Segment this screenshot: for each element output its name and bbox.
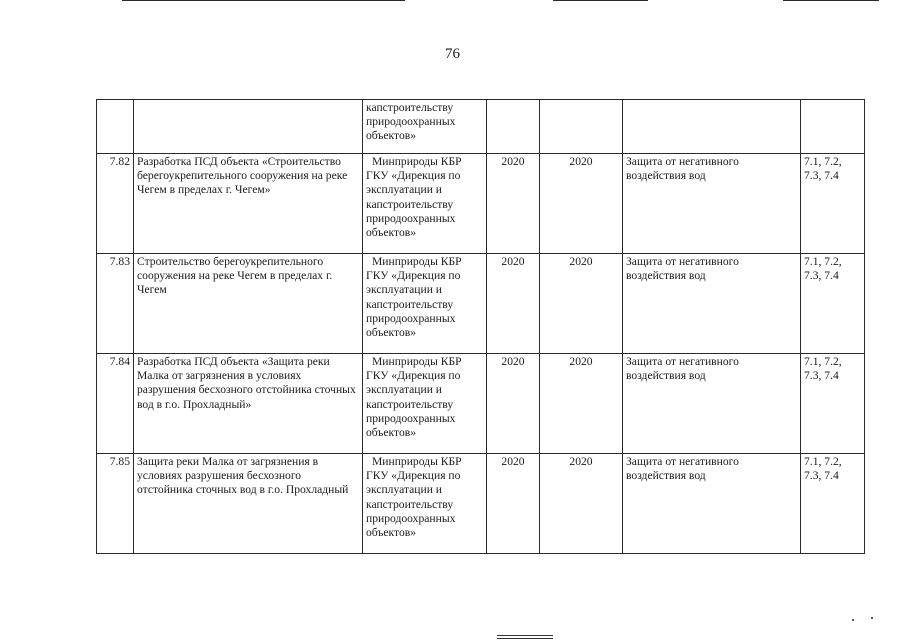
- cell-link: [801, 100, 865, 154]
- bottom-scan-mark: [497, 635, 553, 639]
- executor-agency: ГКУ «Дирекция по эксплуатации и капстроительству природоохранных объектов»: [366, 269, 461, 340]
- scan-speck: [871, 617, 873, 619]
- cell-result: Защита от негативного воздействия вод: [623, 254, 801, 354]
- executor-agency: ГКУ «Дирекция по эксплуатации и капстроительству природоохранных объектов»: [366, 169, 461, 240]
- cell-start: [487, 100, 540, 154]
- cell-num: 7.85: [97, 454, 134, 554]
- cell-name: Защита реки Малка от загрязнения в условиях разрушения бесхозного отстойника сточных вод в г.о. Прохладный: [134, 454, 363, 554]
- executor-agency: ГКУ «Дирекция по эксплуатации и капстроительству природоохранных объектов»: [366, 469, 461, 540]
- cell-link: 7.1, 7.2, 7.3, 7.4: [801, 154, 865, 254]
- cell-executor: [363, 454, 487, 554]
- executor-ministry: Минприроды КБР: [372, 455, 462, 468]
- cell-name: Разработка ПСД объекта «Строительство берегоукрепительного сооружения на реке Чегем в пределах г. Чегем»: [134, 154, 363, 254]
- table-row: [97, 354, 865, 454]
- cell-link: 7.1, 7.2, 7.3, 7.4: [801, 254, 865, 354]
- cell-link: 7.1, 7.2, 7.3, 7.4: [801, 454, 865, 554]
- cell-name: Строительство берегоукрепительного сооружения на реке Чегем в пределах г. Чегем: [134, 254, 363, 354]
- table-row-continuation: [97, 100, 865, 154]
- scan-speck: [852, 619, 854, 621]
- cell-start: 2020: [487, 254, 540, 354]
- cell-executor: [363, 354, 487, 454]
- cell-result: Защита от негативного воздействия вод: [623, 354, 801, 454]
- cell-end: 2020: [540, 354, 623, 454]
- measures-table: [96, 99, 865, 554]
- cell-end: 2020: [540, 154, 623, 254]
- cell-end: [540, 100, 623, 154]
- executor-ministry: Минприроды КБР: [372, 255, 462, 268]
- cell-result: Защита от негативного воздействия вод: [623, 154, 801, 254]
- cell-start: 2020: [487, 454, 540, 554]
- cell-num: 7.82: [97, 154, 134, 254]
- top-scan-line-right: [783, 0, 879, 1]
- table-row: [97, 154, 865, 254]
- cell-result: Защита от негативного воздействия вод: [623, 454, 801, 554]
- cell-name: Разработка ПСД объекта «Защита реки Малка от загрязнения в условиях разрушения бесхозного отстойника сточных вод в г.о. Прохладный»: [134, 354, 363, 454]
- cell-num: 7.84: [97, 354, 134, 454]
- executor-ministry: Минприроды КБР: [372, 155, 462, 168]
- cell-start: 2020: [487, 154, 540, 254]
- cell-start: 2020: [487, 354, 540, 454]
- table-row: [97, 454, 865, 554]
- cell-num: [97, 100, 134, 154]
- cell-end: 2020: [540, 254, 623, 354]
- cell-link: 7.1, 7.2, 7.3, 7.4: [801, 354, 865, 454]
- page-number: 76: [445, 46, 460, 62]
- cell-executor: [363, 154, 487, 254]
- top-scan-line-middle: [553, 0, 648, 1]
- cell-end: 2020: [540, 454, 623, 554]
- cell-executor: [363, 254, 487, 354]
- top-scan-line-left: [122, 0, 405, 1]
- cell-name: [134, 100, 363, 154]
- cell-num: 7.83: [97, 254, 134, 354]
- table-row: [97, 254, 865, 354]
- cell-result: [623, 100, 801, 154]
- executor-agency: ГКУ «Дирекция по эксплуатации и капстроительству природоохранных объектов»: [366, 369, 461, 440]
- executor-ministry: Минприроды КБР: [372, 355, 462, 368]
- cell-executor: капстроительству природоохранных объектов»: [363, 100, 487, 154]
